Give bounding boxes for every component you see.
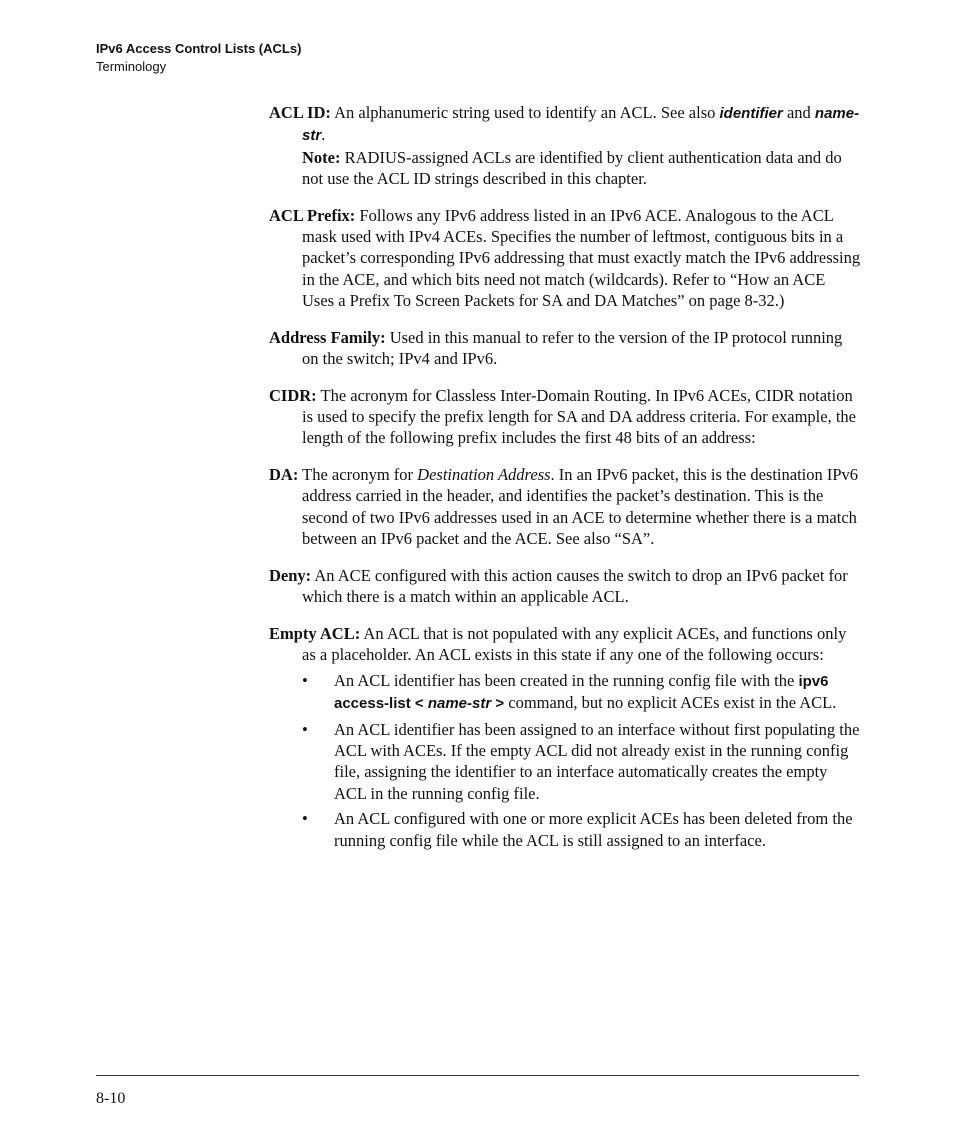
page-number: 8-10: [96, 1090, 126, 1107]
bullet-icon: •: [302, 670, 308, 690]
term-cidr: CIDR:: [269, 385, 317, 405]
term-empty-acl: Empty ACL:: [269, 623, 361, 643]
acl-prefix-text: Follows any IPv6 address listed in an IPv6 ACE. Analogous to the ACL mask used with IPv4 ACEs. Specifies the number of leftmost, contiguous bits in a packet’s corresponding IPv6 addressing that must exactly match the IPv6 addressing in the ACE, and which bits need not match (wildcards). Refer to “How an ACE Uses a Prefix To Screen Packets for SA and DA Matches” on page 8-32.): [302, 205, 861, 310]
term-address-family: Address Family:: [269, 327, 386, 347]
deny-text: An ACE configured with this action causes the switch to drop an IPv6 packet for which there is a match within an applicable ACL.: [302, 565, 848, 607]
address-family-text: Used in this manual to refer to the version of the IP protocol running on the switch; IPv4 and IPv6.: [302, 327, 843, 368]
acl-id-note: [302, 147, 861, 190]
bullet-icon: •: [302, 719, 308, 739]
note-label: Note:: [302, 147, 341, 167]
da-text-1: The acronym for: [298, 465, 418, 485]
bullet-2-text: An ACL identifier has been assigned to an interface without first populating the ACL with ACEs. If the empty ACL did not already exist in the running config file, assigning the identifier to an interface automatically creates the empty ACL in the running config file.: [334, 719, 860, 803]
chapter-title: IPv6 Access Control Lists (ACLs): [96, 41, 302, 56]
bullet-3-text: An ACL configured with one or more explicit ACEs has been deleted from the running config file while the ACL is still assigned to an interface.: [334, 809, 853, 850]
da-text-2: . In an IPv6 packet, this is the destination IPv6 address carried in the header, and identifies the packet’s destination. This is the second of two IPv6 addresses used in an ACE to determine whether there is a match between an IPv6 packet and the ACE. See also “SA”.: [302, 465, 859, 549]
glossary-content: [269, 102, 861, 866]
term-da: DA:: [269, 465, 299, 485]
entry-da: [269, 464, 861, 549]
list-item: [302, 808, 861, 851]
entry-acl-id: [269, 102, 861, 189]
cidr-text: The acronym for Classless Inter-Domain Routing. In IPv6 ACEs, CIDR notation is used to specify the prefix length for SA and DA address criteria. For example, the length of the following prefix includes the first 48 bits of an address:: [302, 385, 856, 448]
term-deny: Deny:: [269, 565, 312, 585]
command-text: ipv6 access-list <: [334, 672, 829, 712]
acl-id-text: An alphanumeric string used to identify an ACL. See also: [330, 103, 720, 122]
list-item: [302, 670, 861, 715]
ref-name-str: name-str: [302, 105, 860, 145]
running-header: [96, 40, 301, 76]
entry-deny: [269, 565, 861, 608]
list-item: [302, 719, 861, 804]
command-end: >: [491, 694, 505, 712]
empty-acl-text: An ACL that is not populated with any explicit ACEs, and functions only as a placeholder. An ACL exists in this state if any one of the following occurs:: [302, 623, 847, 665]
empty-acl-bullets: [302, 670, 861, 851]
note-text: RADIUS-assigned ACLs are identified by client authentication data and do not use the ACL ID strings described in this chapter.: [302, 147, 842, 188]
acl-id-period: .: [321, 125, 326, 145]
entry-cidr: [269, 385, 861, 449]
section-title: Terminology: [96, 59, 167, 74]
acl-id-and: and: [782, 103, 815, 122]
entry-address-family: [269, 327, 861, 370]
bullet-1-post: command, but no explicit ACEs exist in the ACL.: [504, 692, 837, 712]
bullet-1-pre: An ACL identifier has been created in the running config file with the: [334, 670, 799, 690]
entry-acl-prefix: [269, 205, 861, 311]
da-italic: Destination Address: [417, 465, 551, 485]
term-acl-id: ACL ID:: [269, 103, 331, 122]
bullet-icon: •: [302, 809, 308, 829]
entry-empty-acl: [269, 623, 861, 851]
command-param: name-str: [427, 694, 492, 712]
footer-divider: [96, 1075, 859, 1076]
term-acl-prefix: ACL Prefix:: [269, 205, 356, 225]
ref-identifier: identifier: [719, 105, 783, 122]
